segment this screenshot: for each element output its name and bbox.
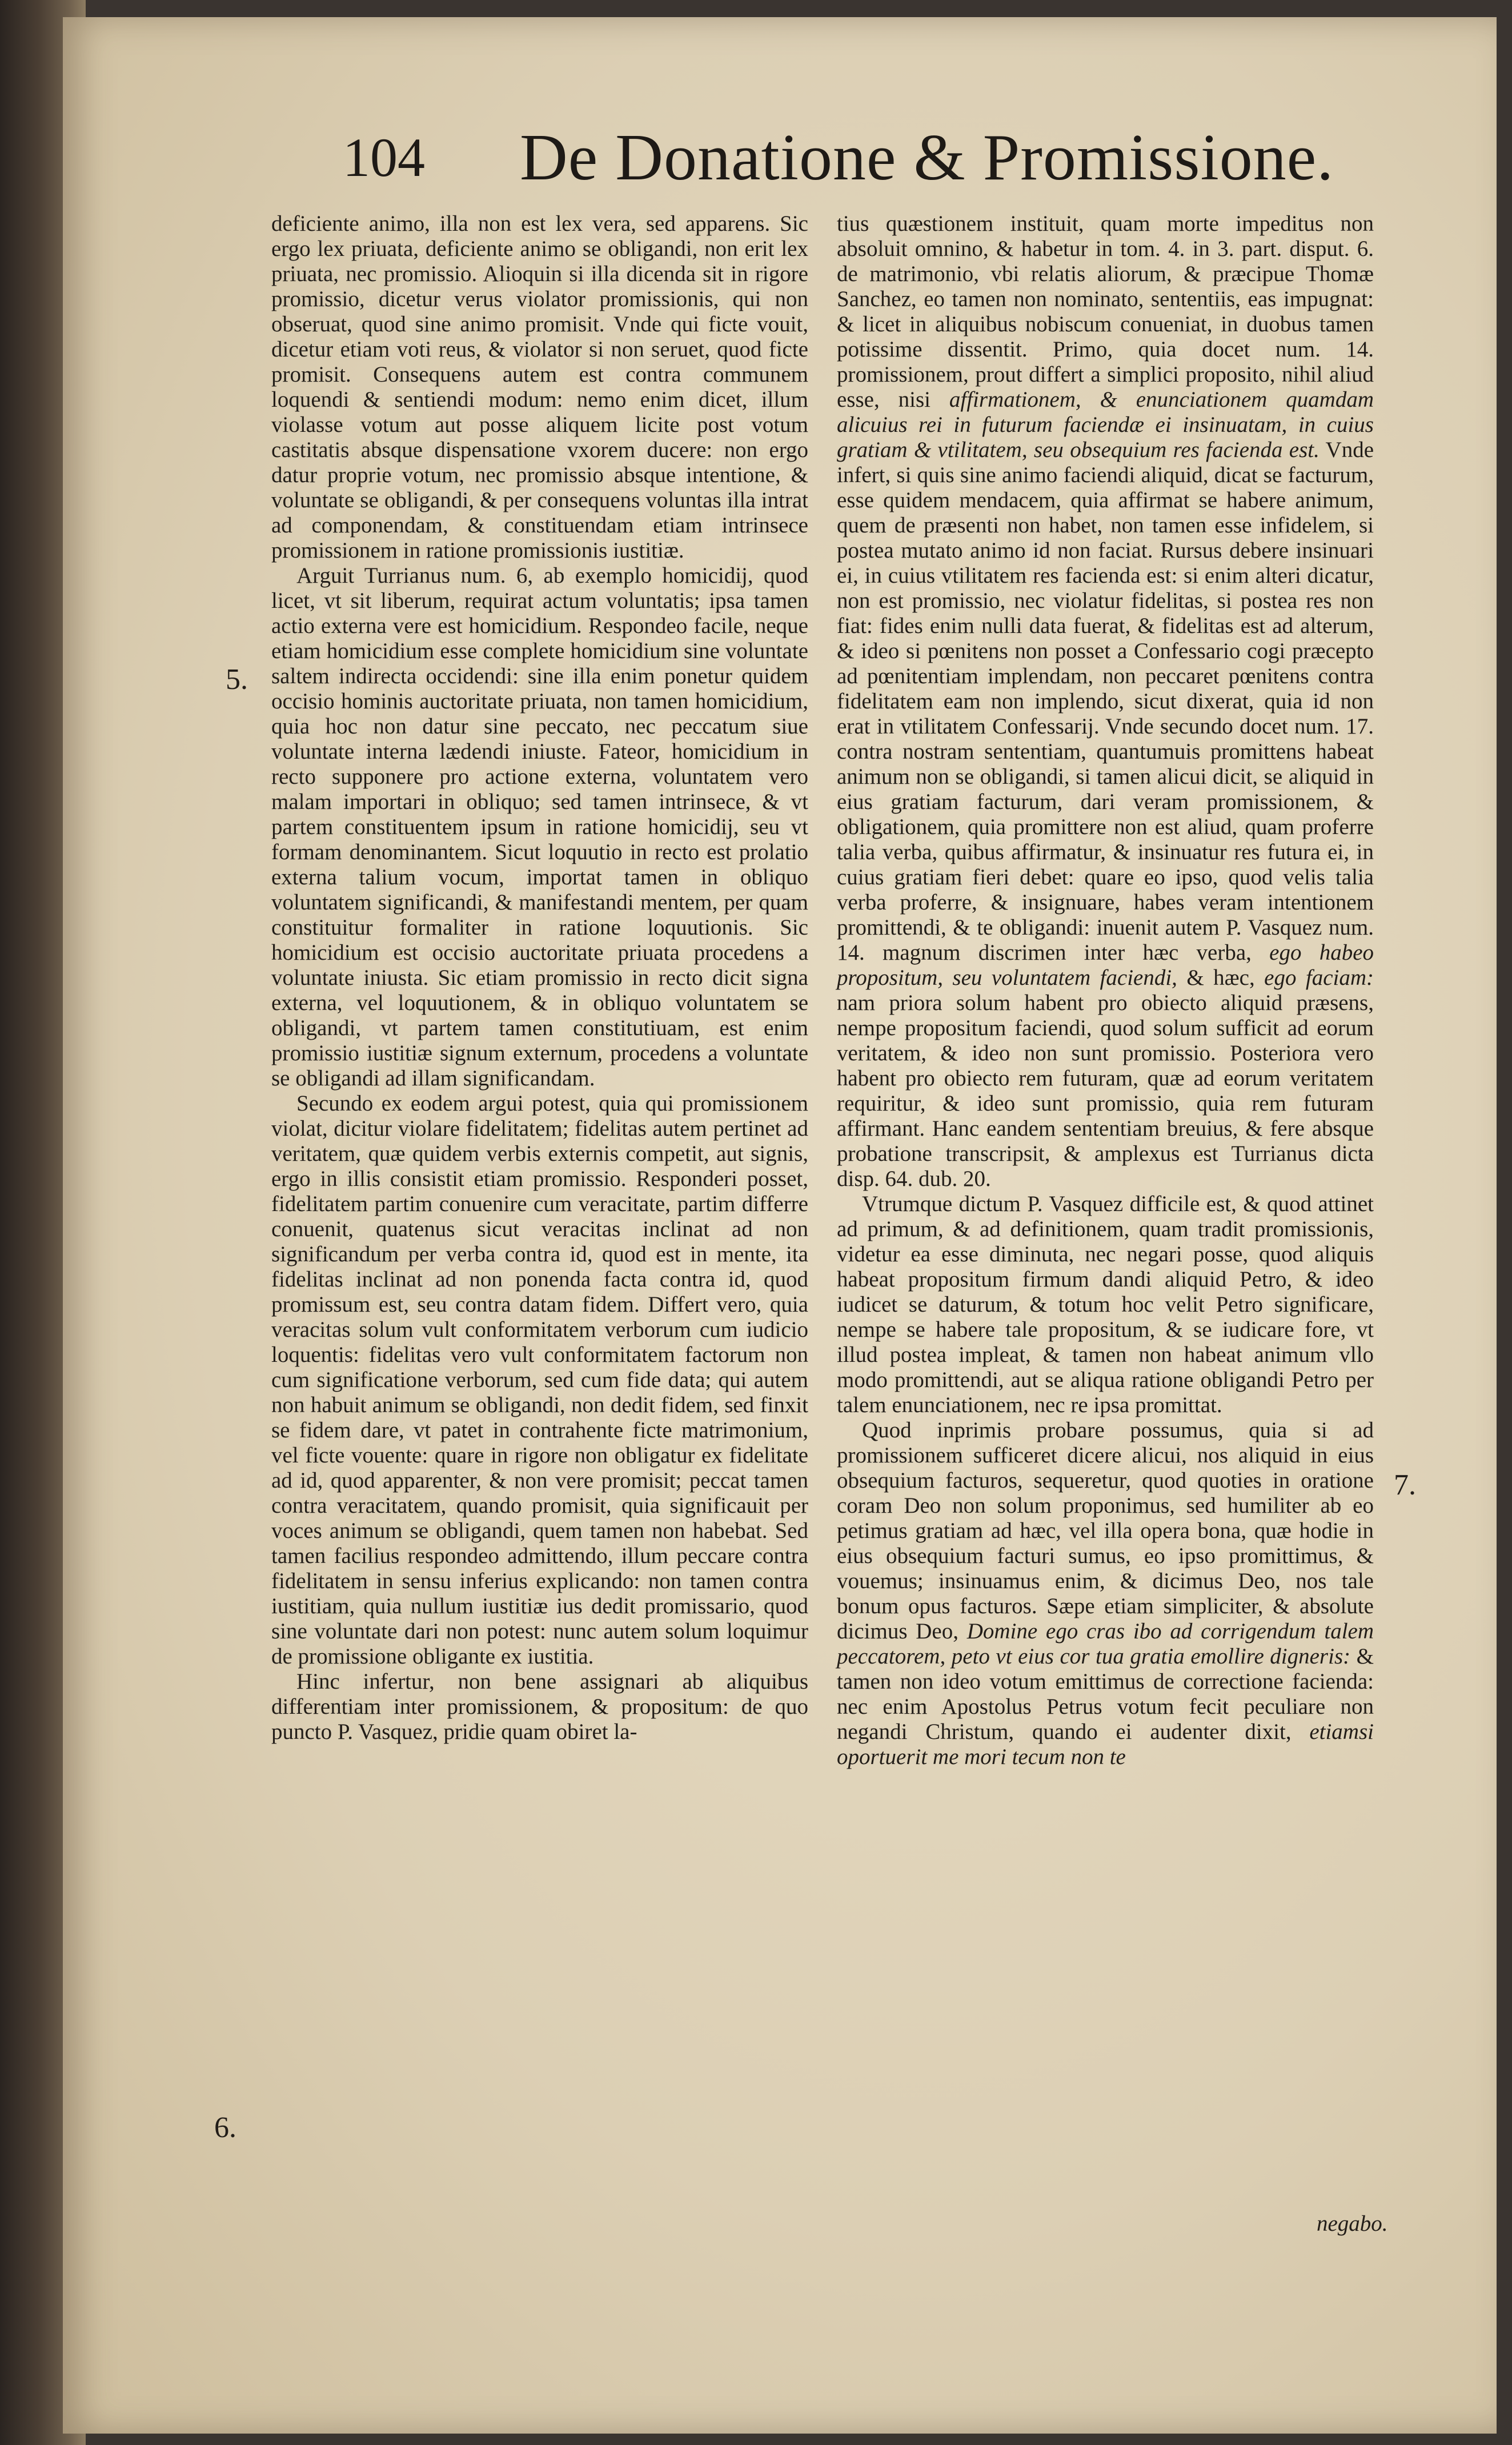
left-paragraph-4: Hinc infertur, non bene assignari ab aliquibus differentiam inter promissionem, & propositum: de quo puncto P. Vasquez, pridie quam obiret la- (271, 1669, 808, 1744)
right-column (837, 211, 1374, 1770)
right-p1b-text: Vnde infert, si quis sine animo faciendi aliquid, dicat se facturum, esse quidem mendacem, quia affirmat se habere animum, quem de præsenti non habet, non tamen esse infidelem, si postea mutato animo id non faciat. Rursus debere insinuari ei, in cuius vtilitatem res facienda est: si enim alteri dicatur, non est promissio, nec violatur fidelitas, si postea res non fiat: fides enim nulli data fuerat, & fidelitas est ad alterum, & ideo si pœnitens non posset a Confessario cogi præcepto ad pœnitentiam implendam, non peccaret pœnitens contra fidelitatem eam non implendo, sicut dixerat, quia id non erat in vtilitatem Confessarij. Vnde secundo docet num. 17. contra nostram sententiam, quantumuis promittens habeat animum non se obligandi, si tamen alicui dicit, se aliquid in eius gratiam facturum, dari veram promissionem, & obligationem, quia promittere non est aliud, quam proferre talia verba, quibus affirmatur, & insinuatur res futura ei, in cuius gratiam fieri debet: quare eo ipso, quod velis talia verba proferre, & insignuare, habes veram intentionem promittendi, & te obligandi: inuenit autem P. Vasquez num. 14. magnum discrimen inter hæc verba, (837, 438, 1374, 965)
margin-number-5: 5. (226, 663, 248, 696)
right-paragraph-2: Vtrumque dictum P. Vasquez difficile est, & quod attinet ad primum, & ad definitionem, quam tradit promissionis, videtur ea esse diminuta, nec negari posse, quod aliquis habeat propositum firmum dandi aliquid Petro, & ideo iudicet se daturum, & totum hoc velit Petro significare, nempe se habere tale propositum, & se iudicare fore, vt illud postea impleat, & tamen non habeat animum vllo modo promittendi, aut se aliqua ratione obligandi Petro per talem enunciationem, nec re ipsa promittat. (837, 1192, 1374, 1417)
right-p1-italic-definition: affirmationem, & enunciationem quamdam alicuius rei in futurum faciendæ ei insinuatam, in cuius gratiam & vtilitatem, seu obsequium res facienda est. (837, 387, 1374, 462)
right-p3b-text: & tamen non ideo votum emittimus de correctione facienda: nec enim Apostolus Petrus votum fecit peculiare non negandi Christum, quando ei audenter dixit, (837, 1644, 1374, 1744)
right-p1c-text: & hæc, (1186, 965, 1255, 990)
right-p3-text: Quod inprimis probare possumus, quia si ad promissionem sufficeret dicere alicui, nos aliquid in eius obsequium facturos, sequeretur, quod quoties in oratione coram Deo non solum proponimus, sed humiliter ab eo petimus gratiam ad hæc, vel illa opera bona, quæ hodie in eius obsequium facturi sumus, eo ipso promittimus, & vouemus; insinuamus enim, & dicimus Deo, nos tale bonum opus facturos. Sæpe etiam simpliciter, & absolute dicimus Deo, (837, 1418, 1374, 1644)
book-page (63, 17, 1497, 2434)
left-paragraph-1: deficiente animo, illa non est lex vera, sed apparens. Sic ergo lex priuata, deficiente animo se obligandi, non erit lex priuata, nec promissio. Alioquin si illa dicenda sit in rigore promissio, dicetur verus violator promissionis, qui non obseruat, quod sine animo promisit. Vnde qui ficte vouit, dicetur etiam voti reus, & violator si non seruet, quod ficte promisit. Consequens autem est contra communem loquendi & sentiendi modum: nemo enim dicet, illum violasse votum aut posse aliquem licite post votum castitatis absque dispensatione vxorem ducere: non ergo datur proprie votum, nec promissio absque intentione, & voluntate se obligandi, & per consequens voluntas illa intrat ad componendam, & constituendam etiam intrinsece promissionem in ratione promissionis iustitiæ. (271, 211, 808, 563)
page-title: De Donatione & Promissione. (520, 121, 1334, 194)
right-p3-italic-prayer: Domine ego cras ibo ad corrigendum talem peccatorem, peto vt eius cor tua gratia emollire digneris: (837, 1619, 1374, 1669)
margin-number-6: 6. (214, 2111, 236, 2144)
left-paragraph-3: Secundo ex eodem argui potest, quia qui promissionem violat, dicitur violare fidelitatem; fidelitas autem pertinet ad veritatem, quæ quidem verbis externis competit, aut signis, ergo in illis consistit etiam promissio. Responderi posset, fidelitatem partim conuenire cum veracitate, partim differre conuenit, quatenus sicut veracitas inclinat ad non significandum per verba contra id, quod est in mente, ita fidelitas inclinat ad non ponenda facta contra id, quod promissum est, seu contra datam fidem. Differt vero, quia veracitas solum vult conformitatem verborum cum iudicio loquentis: fidelitas vero vult conformitatem factorum non cum significatione verborum, sed cum fide data; qui autem non habuit animum se obligandi, non dedit fidem, sed finxit se fidem dare, vt patet in contrahente ficte matrimonium, vel ficte vouente: quare in rigore non obligatur ex fidelitate ad id, quod apparenter, & non vere promisit; peccat tamen contra veracitatem, quando promisit, quia significauit per voces animum se obligandi, quem tamen non habebat. Sed tamen facilius respondeo admittendo, illum peccare contra fidelitatem in sensu inferius explicando: non tamen contra iustitiam, quia nullum iustitiæ ius dedit promissario, quod sine voluntate dari non potest: nunc autem solum loquimur de promissione obligante ex iustitia. (271, 1091, 808, 1669)
right-p1-italic-faciam: ego faciam: (1264, 965, 1374, 990)
right-p3-italic-quote: etiamsi oportuerit me mori tecum non te (837, 1719, 1374, 1769)
right-p1-italic-propositum: ego habeo propositum, seu voluntatem faciendi, (837, 940, 1374, 990)
left-paragraph-2: Arguit Turrianus num. 6, ab exemplo homicidij, quod licet, vt sit liberum, requirat actum voluntatis; ipsa tamen actio externa vere est homicidium. Respondeo facile, neque etiam homicidium esse complete homicidium sine voluntate saltem indirecta occidendi: sine illa enim ponetur quidem occisio hominis auctoritate priuata, non tamen homicidium, quia hoc non datur sine peccato, nec peccatum siue voluntate interna lædendi iniuste. Fateor, homicidium in recto supponere pro actione externa, voluntatem vero malam importari in obliquo; sed tamen intrinsece, & vt partem constituentem ipsum in ratione homicidij, seu vt formam denominantem. Sicut loquutio in recto est prolatio externa talium vocum, importat tamen in obliquo voluntatem significandi, & manifestandi mentem, per quam constituitur formaliter in ratione loquutionis. Sic homicidium est occisio auctoritate priuata procedens a voluntate iniusta. Sic etiam promissio in recto dicit signa externa, vel loquutionem, & in obliquo voluntatem se obligandi, vt partem tamen constitutiuam, est enim promissio iustitiæ signum externum, procedens a voluntate se obligandi ad illam significandam. (271, 563, 808, 1091)
right-paragraph-3 (837, 1418, 1374, 1770)
left-column (271, 211, 808, 1745)
running-head (274, 120, 1445, 206)
right-p1d-text: nam priora solum habent pro obiecto aliquid præsens, nempe propositum faciendi, quod solum sufficit ad eorum veritatem, & ideo non sunt promissio. Posteriora vero habent pro obiecto rem futuram, quæ ad eorum veritatem requiritur, & ideo sunt promissio, quia rem futuram affirmant. Hanc eandem sententiam breuius, & fere absque probatione transcripsit, & amplexus est Turrianus dicta disp. 64. dub. 20. (837, 991, 1374, 1191)
right-p1-text: tius quæstionem instituit, quam morte impeditus non absoluit omnino, & habetur in tom. 4. in 3. part. disput. 6. de matrimonio, vbi relatis aliorum, & præcipue Thomæ Sanchez, eo tamen non nominato, sententiis, eas impugnat: & licet in aliquibus nobiscum conueniat, in duobus tamen potissime dissentit. Primo, quia docet num. 14. promissionem, prout differt a simplici proposito, nihil aliud esse, nisi (837, 211, 1374, 412)
margin-number-7: 7. (1394, 1469, 1416, 1501)
right-paragraph-1 (837, 211, 1374, 1192)
catchword: negabo. (1317, 2211, 1388, 2236)
page-number: 104 (343, 127, 425, 188)
